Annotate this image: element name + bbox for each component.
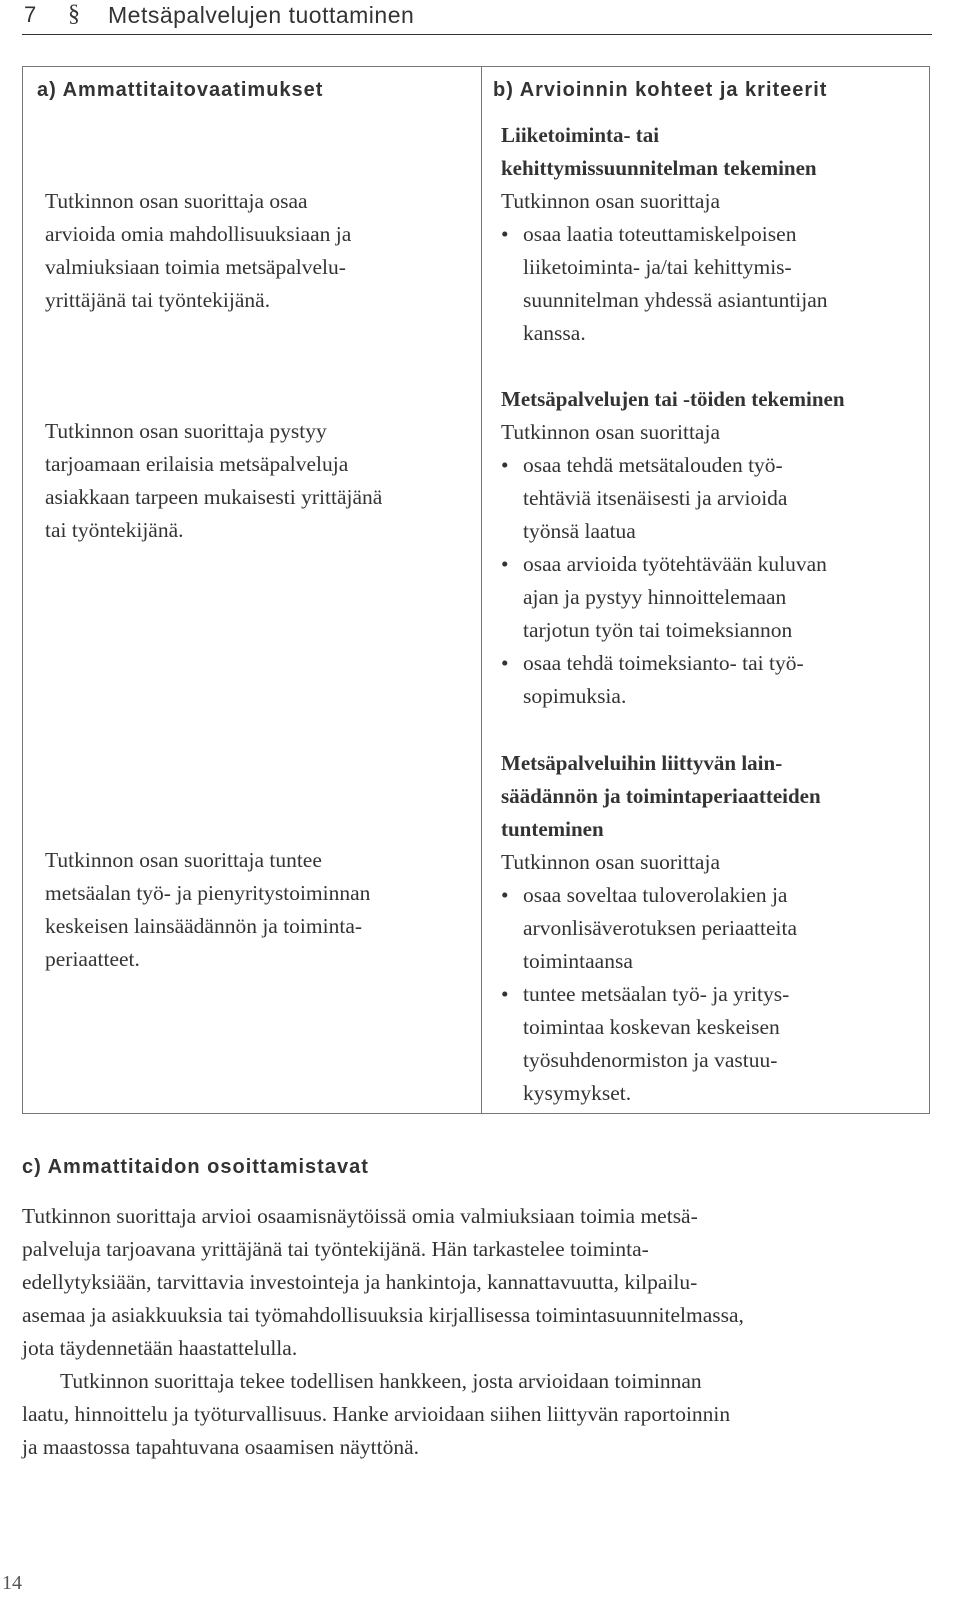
bullet-icon: • [501,222,509,246]
bullet-icon: • [501,883,509,907]
column-b-heading: b) Arvioinnin kohteet ja kriteerit [493,79,828,101]
criteria-table [22,66,930,1114]
section-c-heading: c) Ammattitaidon osoittamistavat [22,1156,369,1178]
criteria-bullet: • osaa tehdä toimeksianto- tai työ- sopimuksia. [501,647,804,713]
page-number: 14 [2,1572,22,1594]
criteria-bullet: • osaa tehdä metsätalouden työ- tehtäviä itsenäisesti ja arvioida työnsä laatua [501,449,787,548]
column-a-heading: a) Ammattitaitovaatimukset [37,79,324,101]
section-c-body: Tutkinnon suorittaja arvioi osaamisnäytöissä omia valmiuksiaan toimia metsä- palveluja tarjoavana yrittäjänä tai työntekijänä. Hän tarkastelee toiminta- edellytyksiään, tarvittavia investointeja ja hankintoja, kannattavuutta, kilpailu- asemaa ja asiakkuuksia tai työmahdollisuuksia kirjallisessa toimintasuunnitelmassa, jota täydennetään haastattelulla. Tutkinnon suorittaja tekee todellisen hankkeen, josta arvioidaan toiminnan laatu, hinnoittelu ja työturvallisuus. Hanke arvioidaan siihen liittyvän raportoinnin ja maastossa tapahtuvana osaamisen näyttönä. [22,1204,744,1459]
column-a-paragraph: Tutkinnon osan suorittaja tuntee metsäalan työ- ja pienyritystoiminnan keskeisen lainsäädännön ja toiminta- periaatteet. [45,848,371,971]
criteria-bullet: • tuntee metsäalan työ- ja yritys- toimintaa koskevan keskeisen työsuhdenormiston ja vastuu- kysymykset. [501,978,789,1110]
column-a-paragraph: Tutkinnon osan suorittaja osaa arvioida omia mahdollisuuksiaan ja valmiuksiaan toimia metsäpalvelu- yrittäjänä tai työntekijänä. [45,189,352,312]
chapter-number: 7 [24,2,37,27]
criteria-block-title: Metsäpalveluihin liittyvän lain- säädännön ja toimintaperiaatteiden tunteminen [501,751,821,841]
section-symbol: § [68,1,80,27]
column-a-paragraph: Tutkinnon osan suorittaja pystyy tarjoamaan erilaisia metsäpalveluja asiakkaan tarpeen mukaisesti yrittäjänä tai työntekijänä. [45,419,383,542]
criteria-block-title: Metsäpalvelujen tai -töiden tekeminen [501,387,845,411]
page-title: Metsäpalvelujen tuottaminen [108,2,415,28]
column-divider [481,67,482,1113]
criteria-bullet: • osaa laatia toteuttamiskelpoisen liiketoiminta- ja/tai kehittymis- suunnitelman yhdessä asiantuntijan kanssa. [501,218,828,350]
criteria-block-subject: Tutkinnon osan suorittaja [501,189,720,213]
bullet-icon: • [501,982,509,1006]
criteria-bullet: • osaa soveltaa tuloverolakien ja arvonlisäverotuksen periaatteita toimintaansa [501,879,797,978]
bullet-icon: • [501,453,509,477]
bullet-icon: • [501,651,509,675]
criteria-bullet: • osaa arvioida työtehtävään kuluvan ajan ja pystyy hinnoittelemaan tarjotun työn tai toimeksiannon [501,548,827,647]
bullet-icon: • [501,552,509,576]
criteria-block-title: Liiketoiminta- tai kehittymissuunnitelman tekeminen [501,123,817,180]
criteria-block-subject: Tutkinnon osan suorittaja [501,420,720,444]
page-header [22,0,932,35]
criteria-block-subject: Tutkinnon osan suorittaja [501,850,720,874]
